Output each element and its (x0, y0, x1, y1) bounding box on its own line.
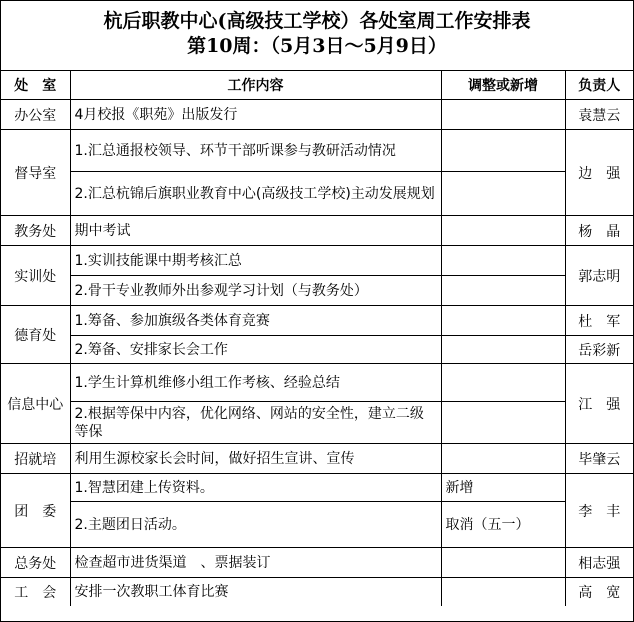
dept-cell: 教务处 (1, 216, 70, 246)
content-cell: 1.汇总通报校领导、环节干部听课参与教研活动情况 (70, 130, 441, 172)
adjust-cell (441, 246, 565, 276)
dept-cell: 信息中心 (1, 364, 70, 444)
person-cell: 毕肇云 (565, 444, 633, 474)
person-cell: 高 宽 (565, 578, 633, 606)
content-cell: 1.智慧团建上传资料。 (70, 474, 441, 502)
header-dept: 处 室 (1, 71, 70, 100)
person-cell: 岳彩新 (565, 336, 633, 364)
content-cell: 2.根据等保中内容，优化网络、网站的安全性，建立二级等保 (70, 402, 441, 444)
table-row (1, 172, 633, 216)
content-cell: 2.汇总杭锦后旗职业教育中心(高级技工学校)主动发展规划 (70, 172, 441, 216)
person-cell: 相志强 (565, 548, 633, 578)
adjust-cell: 取消（五一） (441, 502, 565, 548)
adjust-cell (441, 130, 565, 172)
dept-cell: 招就培 (1, 444, 70, 474)
table-row (1, 364, 633, 402)
adjust-cell (441, 402, 565, 444)
person-cell: 杜 军 (565, 306, 633, 336)
person-cell: 江 强 (565, 364, 633, 444)
header-adjust: 调整或新增 (441, 71, 565, 100)
adjust-cell (441, 306, 565, 336)
adjust-cell (441, 336, 565, 364)
table-row (1, 578, 633, 606)
content-cell: 利用生源校家长会时间，做好招生宣讲、宣传 (70, 444, 441, 474)
table-row (1, 336, 633, 364)
content-cell: 1.实训技能课中期考核汇总 (70, 246, 441, 276)
content-cell: 2.主题团日活动。 (70, 502, 441, 548)
adjust-cell (441, 276, 565, 306)
content-cell: 1.筹备、参加旗级各类体育竞赛 (70, 306, 441, 336)
adjust-cell (441, 578, 565, 606)
header-content: 工作内容 (70, 71, 441, 100)
adjust-cell (441, 216, 565, 246)
table-row (1, 306, 633, 336)
person-cell: 郭志明 (565, 246, 633, 306)
adjust-cell (441, 100, 565, 130)
header-row (1, 71, 633, 100)
adjust-cell (441, 548, 565, 578)
person-cell: 杨 晶 (565, 216, 633, 246)
table-row (1, 276, 633, 306)
dept-cell: 工 会 (1, 578, 70, 606)
table-row (1, 444, 633, 474)
content-cell: 期中考试 (70, 216, 441, 246)
content-cell: 4月校报《职苑》出版发行 (70, 100, 441, 130)
week-subtitle: 第10周：（5月3日～5月9日） (187, 35, 447, 57)
table-row (1, 216, 633, 246)
table-row (1, 474, 633, 502)
table-row (1, 502, 633, 548)
table-row (1, 548, 633, 578)
header-person: 负责人 (565, 71, 633, 100)
dept-cell: 团 委 (1, 474, 70, 548)
person-cell: 袁慧云 (565, 100, 633, 130)
adjust-cell (441, 172, 565, 216)
content-cell: 安排一次教职工体育比赛 (70, 578, 441, 606)
table-row (1, 100, 633, 130)
schedule-table (1, 71, 633, 606)
content-cell: 检查超市进货渠道 、票据装订 (70, 548, 441, 578)
adjust-cell (441, 444, 565, 474)
content-cell: 1.学生计算机维修小组工作考核、经验总结 (70, 364, 441, 402)
table-row (1, 130, 633, 172)
dept-cell: 德育处 (1, 306, 70, 364)
content-cell: 2.筹备、安排家长会工作 (70, 336, 441, 364)
dept-cell: 总务处 (1, 548, 70, 578)
adjust-cell (441, 364, 565, 402)
title-block (1, 1, 633, 71)
dept-cell: 实训处 (1, 246, 70, 306)
table-row (1, 246, 633, 276)
person-cell: 边 强 (565, 130, 633, 216)
adjust-cell: 新增 (441, 474, 565, 502)
dept-cell: 督导室 (1, 130, 70, 216)
person-cell: 李 丰 (565, 474, 633, 548)
table-row (1, 402, 633, 444)
dept-cell: 办公室 (1, 100, 70, 130)
sheet-title: 杭后职教中心(高级技工学校）各处室周工作安排表 (103, 10, 531, 32)
content-cell: 2.骨干专业教师外出参观学习计划（与教务处） (70, 276, 441, 306)
